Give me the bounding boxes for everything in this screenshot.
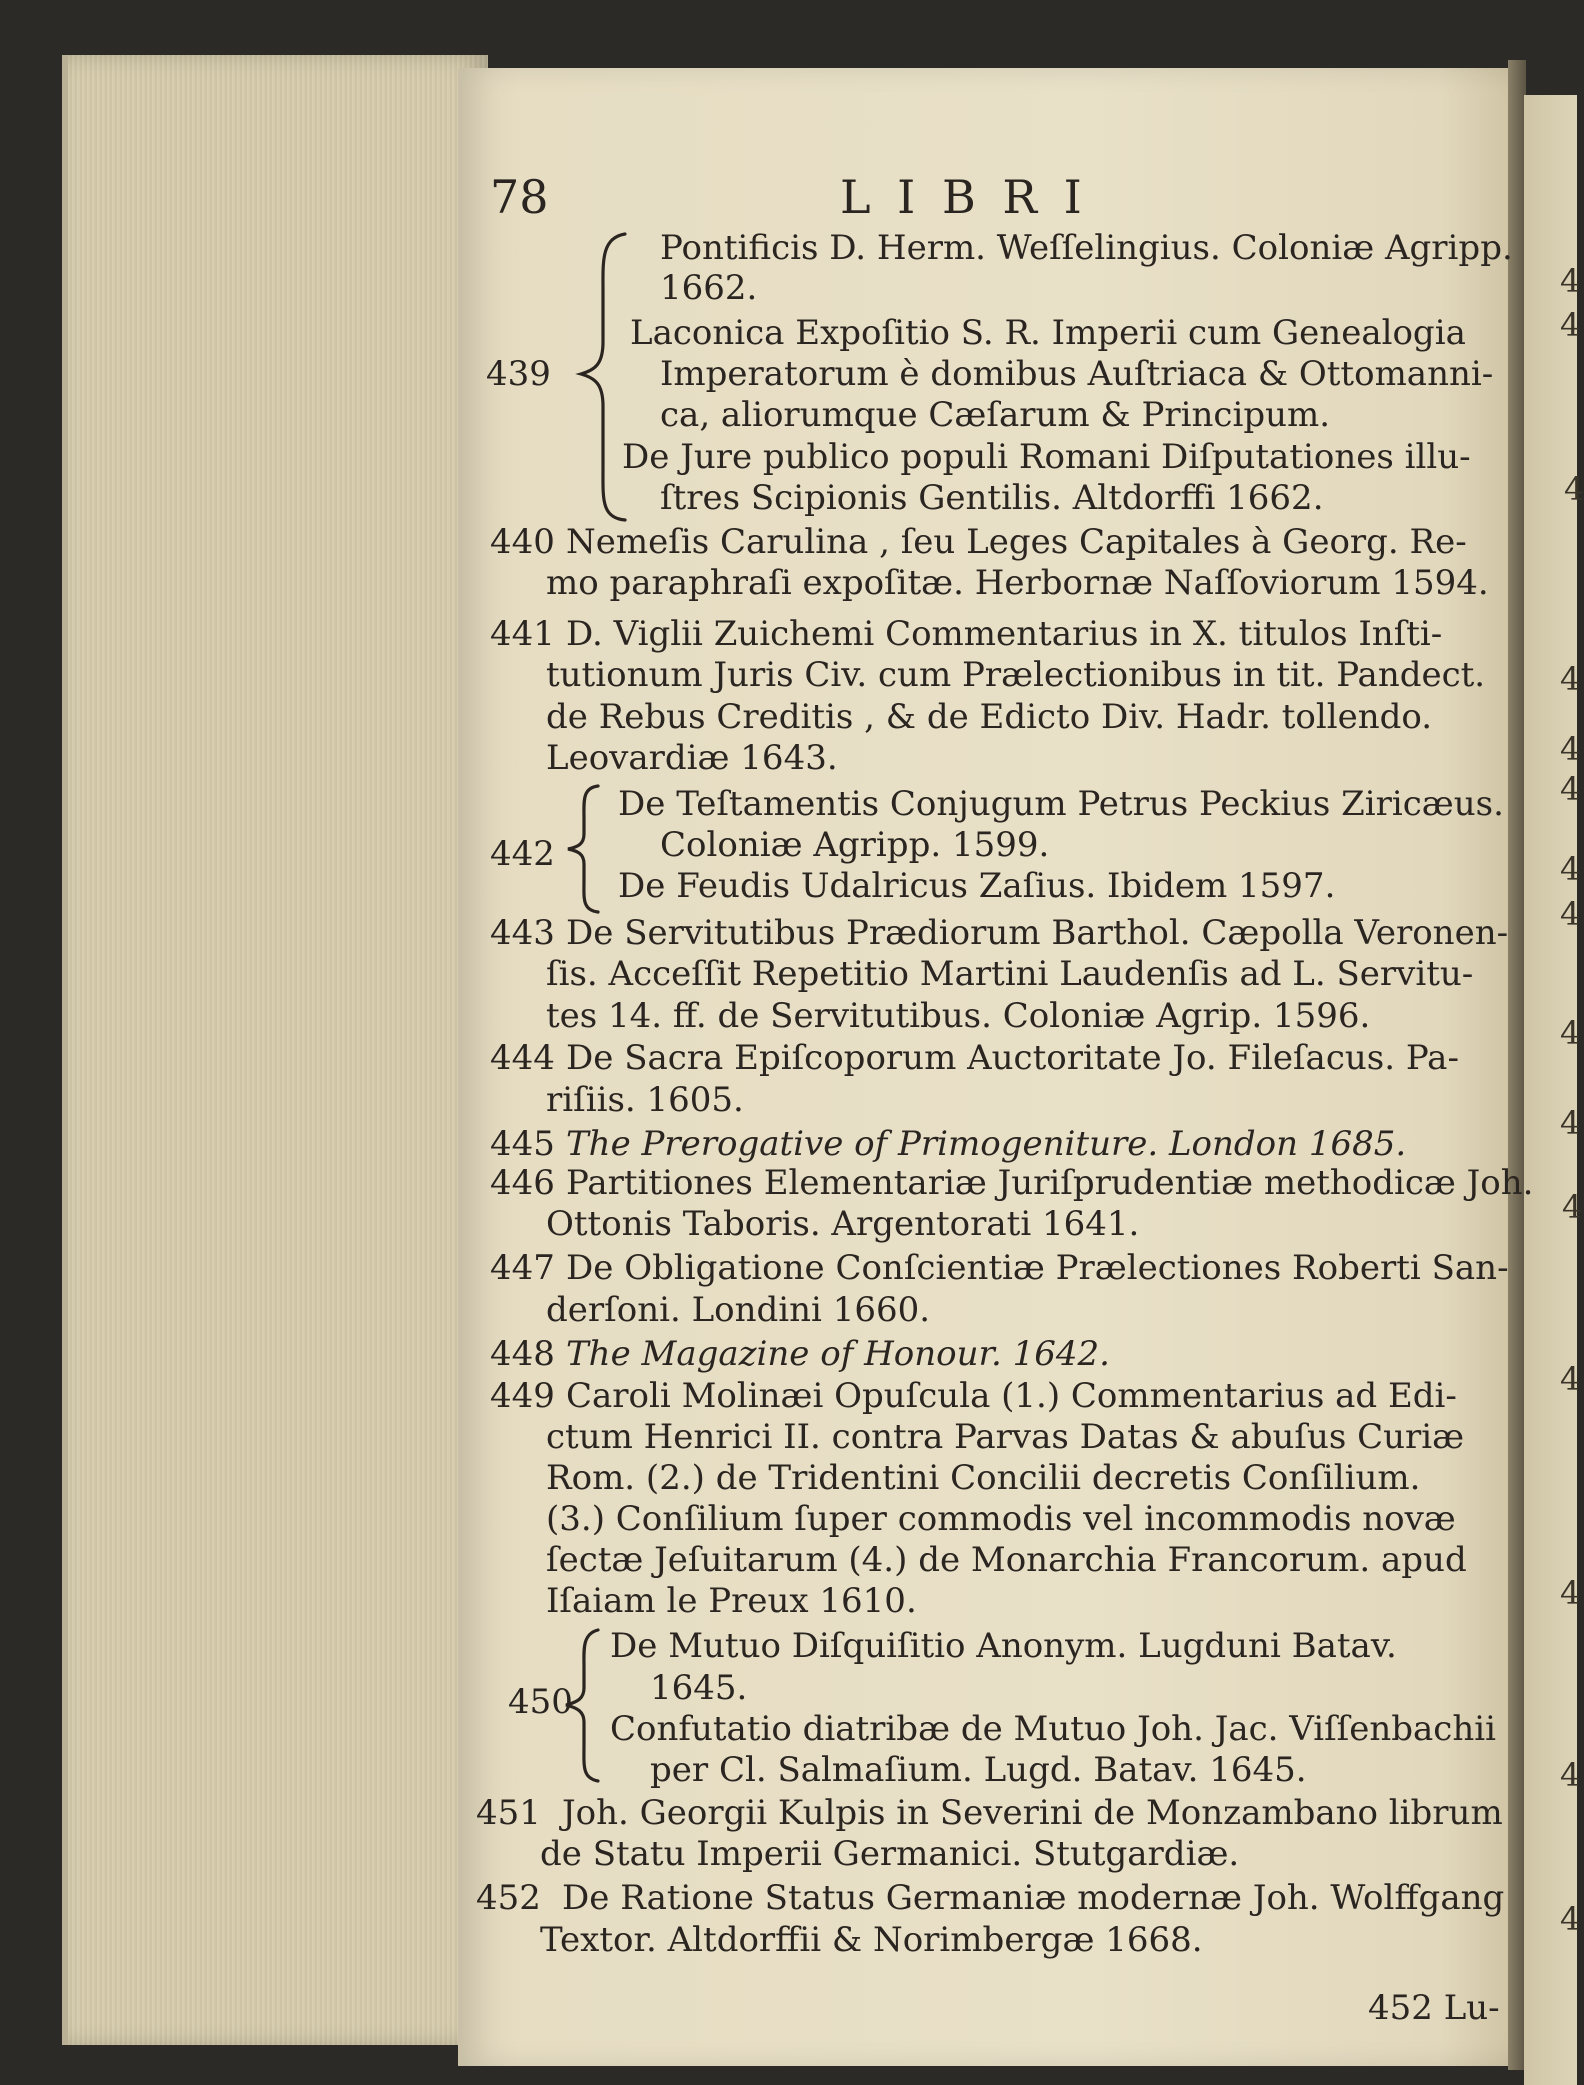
entry-number-447: 447 — [490, 1248, 555, 1288]
entry-number-444: 444 — [490, 1038, 555, 1078]
page-edges — [62, 55, 488, 2045]
facing-page-number: 4 — [1560, 306, 1581, 344]
entry-449-line-4: (3.) Conſilium ſuper commodis vel incommodis novæ — [546, 1499, 1456, 1539]
entry-445-line-1: The Prerogative of Primogeniture. London 1685. — [566, 1124, 1407, 1164]
entry-441-line-2: tutionum Juris Civ. cum Prælectionibus in tit. Pandect. — [546, 655, 1486, 695]
entry-number-449: 449 — [490, 1376, 555, 1416]
entry-439-line-5: ca, aliorumque Cæſarum & Principum. — [660, 395, 1331, 435]
entry-449-line-5: ſectæ Jeſuitarum (4.) de Monarchia Francorum. apud — [546, 1540, 1467, 1580]
entry-number-451: 451 — [476, 1793, 541, 1833]
entry-446-line-1: Partitiones Elementariæ Juriſprudentiæ methodicæ Joh. — [566, 1163, 1534, 1203]
entry-number-441: 441 — [490, 614, 555, 654]
entry-439-line-2: 1662. — [660, 268, 758, 308]
entry-number-442: 442 — [490, 834, 555, 874]
entry-450-line-2: 1645. — [650, 1668, 748, 1708]
entry-449-line-6: Iſaiam le Preux 1610. — [546, 1581, 917, 1621]
entry-439-line-4: Imperatorum è domibus Auſtriaca & Ottomanni- — [660, 354, 1494, 394]
entry-450-line-4: per Cl. Salmaſium. Lugd. Batav. 1645. — [650, 1750, 1307, 1790]
entry-439-line-1: Pontificis D. Herm. Weſſelingius. Coloniæ Agripp. — [660, 228, 1513, 268]
entry-444-line-1: De Sacra Epiſcoporum Auctoritate Jo. Fileſacus. Pa- — [566, 1038, 1459, 1078]
facing-page-number: 4 — [1560, 1014, 1581, 1052]
entry-449-line-1: Caroli Molinæi Opuſcula (1.) Commentarius ad Edi- — [566, 1376, 1457, 1416]
entry-448-line-1: The Magazine of Honour. 1642. — [566, 1334, 1110, 1374]
facing-page-number: 4 — [1560, 730, 1581, 768]
entry-441-line-3: de Rebus Creditis , & de Edicto Div. Hadr. tollendo. — [546, 697, 1433, 737]
entry-449-line-3: Rom. (2.) de Tridentini Concilii decretis Conſilium. — [546, 1458, 1421, 1498]
entry-440-line-1: Nemeſis Carulina , ſeu Leges Capitales à Georg. Re- — [566, 522, 1467, 562]
entry-439-line-3: Laconica Expoſitio S. R. Imperii cum Genealogia — [630, 313, 1466, 353]
entry-443-line-3: tes 14. ff. de Servitutibus. Coloniæ Agrip. 1596. — [546, 996, 1371, 1036]
running-title: L I B R I — [840, 170, 1088, 224]
facing-page-number: 4 — [1560, 1756, 1581, 1794]
entry-brace-442 — [560, 784, 610, 914]
entry-452-line-2: Textor. Altdorffii & Norimbergæ 1668. — [540, 1920, 1203, 1960]
facing-page-number: 4 — [1560, 262, 1581, 300]
facing-page-number: 4 — [1560, 850, 1581, 888]
entry-439-line-6: De Jure publico populi Romani Diſputationes illu- — [622, 437, 1471, 477]
entry-442-line-3: De Feudis Udalricus Zaſius. Ibidem 1597. — [618, 866, 1336, 906]
facing-page-number: 4 — [1560, 1104, 1581, 1142]
entry-451-line-2: de Statu Imperii Germanici. Stutgardiæ. — [540, 1834, 1240, 1874]
facing-page-number: 4 — [1560, 1900, 1581, 1938]
entry-brace-450 — [558, 1628, 608, 1783]
entry-440-line-2: mo paraphraſi expoſitæ. Herbornæ Naſſoviorum 1594. — [546, 563, 1489, 603]
entry-446-line-2: Ottonis Taboris. Argentorati 1641. — [546, 1204, 1140, 1244]
entry-449-line-2: ctum Henrici II. contra Parvas Datas & abuſus Curiæ — [546, 1417, 1465, 1457]
entry-441-line-1: D. Viglii Zuichemi Commentarius in X. titulos Inſti- — [566, 614, 1443, 654]
entry-439-line-7: ſtres Scipionis Gentilis. Altdorffi 1662. — [660, 478, 1324, 518]
entry-447-line-1: De Obligatione Conſcientiæ Prælectiones Roberti San- — [566, 1248, 1509, 1288]
entry-444-line-2: riſiis. 1605. — [546, 1080, 744, 1120]
entry-443-line-2: ſis. Acceſſit Repetitio Martini Laudenſis ad L. Servitu- — [546, 954, 1474, 994]
catchword: 452 Lu- — [1368, 1988, 1500, 2028]
facing-page-number: 4 — [1560, 1574, 1581, 1612]
entry-452-line-1: De Ratione Status Germaniæ modernæ Joh. Wolffgang — [562, 1878, 1505, 1918]
entry-number-443: 443 — [490, 913, 555, 953]
entry-number-450: 450 — [508, 1682, 573, 1722]
facing-page-number: 4 — [1560, 770, 1581, 808]
entry-number-446: 446 — [490, 1163, 555, 1203]
facing-page-number: 4 — [1562, 1188, 1583, 1226]
page-number: 78 — [490, 170, 549, 224]
entry-number-448: 448 — [490, 1334, 555, 1374]
entry-450-line-1: De Mutuo Diſquiſitio Anonym. Lugduni Batav. — [610, 1626, 1397, 1666]
facing-page-number: 4 — [1560, 1360, 1581, 1398]
entry-number-440: 440 — [490, 522, 555, 562]
entry-442-line-1: De Teſtamentis Conjugum Petrus Peckius Ziricæus. — [618, 784, 1504, 824]
entry-451-line-1: Joh. Georgii Kulpis in Severini de Monzambano librum — [562, 1793, 1503, 1833]
entry-443-line-1: De Servitutibus Prædiorum Barthol. Cæpolla Veronen- — [566, 913, 1509, 953]
entry-441-line-4: Leovardiæ 1643. — [546, 738, 838, 778]
entry-447-line-2: derſoni. Londini 1660. — [546, 1290, 931, 1330]
entry-brace-439 — [575, 232, 635, 522]
entry-number-452: 452 — [476, 1878, 541, 1918]
facing-page-number: 4 — [1560, 660, 1581, 698]
entry-number-445: 445 — [490, 1124, 555, 1164]
facing-page-number: 4 — [1560, 895, 1581, 933]
entry-450-line-3: Confutatio diatribæ de Mutuo Joh. Jac. Viſſenbachii — [610, 1709, 1496, 1749]
entry-442-line-2: Coloniæ Agripp. 1599. — [660, 825, 1050, 865]
facing-page-number: 4 — [1564, 470, 1584, 508]
entry-number-439: 439 — [486, 354, 551, 394]
